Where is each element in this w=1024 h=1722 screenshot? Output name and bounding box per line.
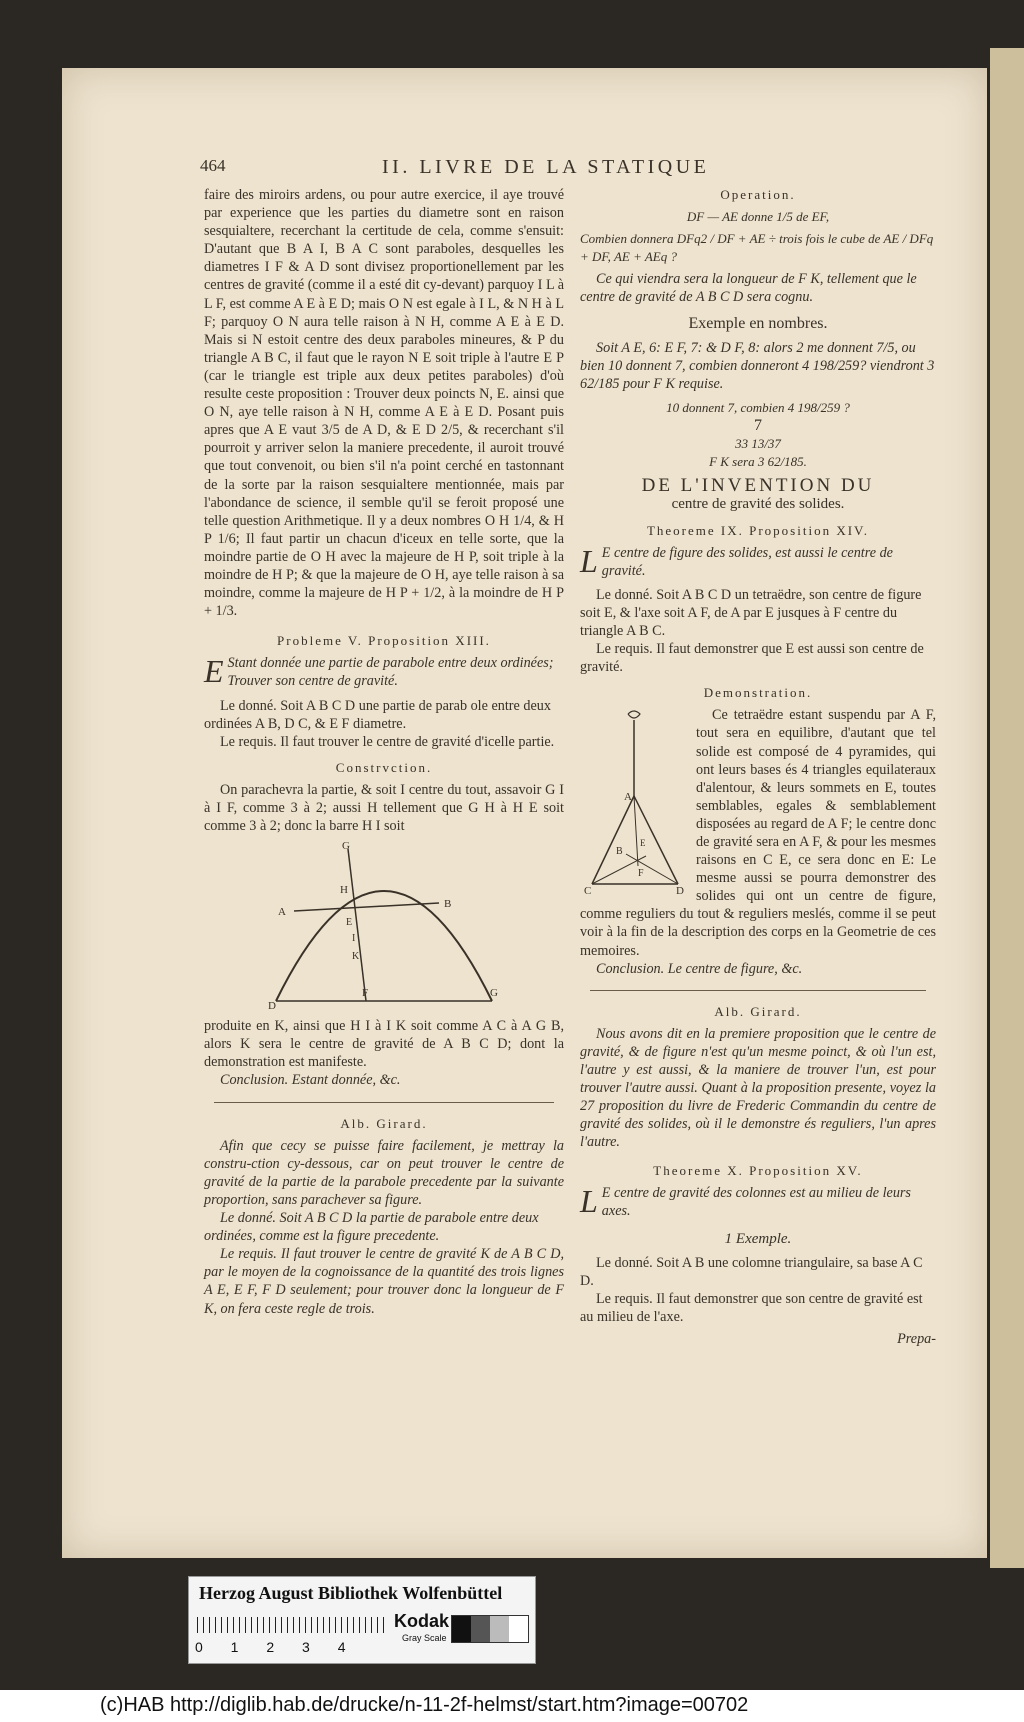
right-column xyxy=(580,186,936,1348)
th9-donne: Le donné. Soit A B C D un tetraëdre, son centre de figure soit E, & l'axe soit A F, de A par E jusques à F centre du triangle A B C. xyxy=(580,586,922,639)
exemple-1-heading: 1 Exemple. xyxy=(724,1230,792,1247)
example-heading: Exemple en nombres. xyxy=(688,314,828,332)
girard2-heading: Alb. Girard. xyxy=(714,1003,802,1019)
ex1-donne: Le donné. Soit A B une colomne triangulaire, sa base A C D. xyxy=(580,1254,923,1289)
parabola-curve xyxy=(276,891,492,1001)
label-f: F xyxy=(638,868,644,880)
calc-line-3: 33 13/37 xyxy=(735,436,781,452)
footer-bar xyxy=(0,1690,1024,1722)
divider xyxy=(590,990,926,991)
invention-subheading: centre de gravité des solides. xyxy=(671,496,845,513)
calc-line-2: 7 xyxy=(754,417,762,435)
color-scale-card xyxy=(188,1576,536,1664)
probleme-statement xyxy=(204,654,564,690)
label-e: E xyxy=(640,838,646,849)
label-a: A xyxy=(624,791,632,804)
gray-swatch xyxy=(451,1615,529,1643)
label-a: A xyxy=(278,906,286,919)
theoreme-10-statement xyxy=(580,1184,936,1220)
theoreme-9-text: E centre de figure des solides, est aussi le centre de gravité. xyxy=(601,544,893,579)
theoreme-10-heading: Theoreme X. Proposition XV. xyxy=(653,1162,863,1178)
library-name: Herzog August Bibliothek Wolfenbüttel xyxy=(199,1583,503,1603)
girard-requis: Le requis. Il faut trouver le centre de gravité K de A B C D, par le moyen de la cognoissance de la quantité des trois lignes A E, E F, F D seulement; pour trouver donc la longueur de F K, on fera ceste regle de trois. xyxy=(204,1246,564,1317)
ex1-requis: Le requis. Il faut demonstrer que son centre de gravité est au milieu de l'axe. xyxy=(580,1291,923,1326)
ordinate-line xyxy=(294,903,439,911)
theoreme-10-text: E centre de gravité des colonnes est au milieu de leurs axes. xyxy=(601,1184,911,1219)
label-c: C xyxy=(584,885,592,897)
page-number: 464 xyxy=(200,156,226,175)
kodak-logo: Kodak xyxy=(394,1611,450,1631)
axis-af xyxy=(634,796,638,866)
label-f: F xyxy=(362,987,369,1000)
ruler-ticks: 0 1 2 3 4 xyxy=(195,1639,346,1655)
operation-line-1: DF — AE donne 1/5 de EF, xyxy=(686,209,830,225)
catchword: Prepa- xyxy=(897,1331,936,1348)
operation-line-3: Ce qui viendra sera la longueur de F K, tellement que le centre de gravité de A B C D sera cognu. xyxy=(580,271,917,306)
requis-text: Le requis. Il faut trouver le centre de gravité d'icelle partie. xyxy=(220,733,555,750)
divider xyxy=(214,1102,554,1103)
demo-conclusion: Conclusion. Le centre de figure, &c. xyxy=(596,960,803,977)
girard-donne: Le donné. Soit A B C D la partie de parabole entre deux ordinées, comme est la figure precedente. xyxy=(204,1210,539,1245)
parabola-figure xyxy=(254,841,514,1011)
after-figure-text: produite en K, ainsi que H I à I K soit comme A C à A G B, alors K sera le centre de gravité de A B C D; dont la demonstration est manifeste. xyxy=(204,1018,564,1071)
construction-heading: Constrvction. xyxy=(335,759,433,775)
label-k: K xyxy=(352,951,360,963)
label-g: G xyxy=(342,841,350,853)
label-c: G xyxy=(490,987,498,1000)
dropcap: L xyxy=(580,1182,598,1219)
theoreme-9-statement xyxy=(580,544,936,580)
donne-text: Le donné. Soit A B C D une partie de parab ole entre deux ordinées A B, D C, & E F diametre. xyxy=(204,697,551,732)
operation-line-2: Combien donnera DFq2 / DF + AE ÷ trois fois le cube de AE / DFq + DF, AE + AEq ? xyxy=(580,231,934,265)
label-i: I xyxy=(352,933,356,945)
construction-text: On parachevra la partie, & soit I centre du tout, assavoir G I à I F, comme 3 à 2; aussi H tellement que G H à H E soit comme 3 à 2; donc la barre H I soit xyxy=(204,781,564,835)
demonstration-block xyxy=(580,706,936,959)
girard2-text: Nous avons dit en la premiere proposition que le centre de gravité, & de figure n'est qu'un mesme poinct, & où l'un est, l'autre y est aussi, & la maniere de trouver l'un, est pour trouver l'autre aussi. Quant à la proposition presente, voyez la 27 proposition du livre de Frederic Commandin du centre de gravité des solides, où il le demonstre és reguliers, l'un apres l'autre. xyxy=(580,1025,936,1151)
probleme-text: Stant donnée une partie de parabole entre deux ordinées; Trouver son centre de gravité. xyxy=(227,655,554,690)
tetrahedron-figure xyxy=(580,706,690,896)
footer-url: (c)HAB http://diglib.hab.de/drucke/n-11-2f-helmst/start.htm?image=00702 xyxy=(100,1694,749,1716)
label-e: E xyxy=(346,917,353,929)
dropcap: E xyxy=(204,653,224,690)
label-d: D xyxy=(676,885,684,897)
left-column xyxy=(204,186,564,1318)
operation-heading: Operation. xyxy=(720,187,796,202)
hand-icon xyxy=(628,711,640,718)
label-b: B xyxy=(616,846,623,858)
running-title: II. LIVRE DE LA STATIQUE xyxy=(382,156,710,178)
gray-scale-label: Gray Scale xyxy=(402,1633,447,1643)
th9-requis: Le requis. Il faut demonstrer que E est aussi son centre de gravité. xyxy=(580,641,924,676)
next-page-edge xyxy=(990,48,1024,1568)
label-h: H xyxy=(340,884,348,897)
probleme-heading: Probleme V. Proposition XIII. xyxy=(277,633,491,649)
calc-line-1: 10 donnent 7, combien 4 198/259 ? xyxy=(666,399,850,415)
demonstration-heading: Demonstration. xyxy=(703,685,813,701)
ruler xyxy=(197,1617,387,1633)
label-b: B xyxy=(444,898,452,911)
conclusion-text: Conclusion. Estant donnée, &c. xyxy=(220,1072,401,1089)
calc-line-4: F K sera 3 62/185. xyxy=(709,454,807,470)
dropcap: L xyxy=(580,542,598,579)
example-text: Soit A E, 6: E F, 7: & D F, 8: alors 2 me donnent 7/5, ou bien 10 donnent 7, combien donneront 4 198/259? viendront 3 62/185 pour F K requise. xyxy=(580,339,935,392)
girard-heading: Alb. Girard. xyxy=(340,1115,428,1131)
label-d: D xyxy=(268,1000,276,1012)
theoreme-9-heading: Theoreme IX. Proposition XIV. xyxy=(646,522,870,538)
edge-ac xyxy=(592,796,634,884)
left-para-1: faire des miroirs ardens, ou pour autre exercice, il aye trouvé par experience que les parties du diametre sont en raison sesquialtere, recerchant la certitude de cela, comme s'ensuit: D'autant que B A I, B A C sont paraboles, desquelles les diametres I F & A D sont divisez proportionellement par les centres de gravité (comme il a esté dit cy-devant) parquoy I L à L F, est comme A E à E D; mais O N est egale à I L, & N H à L F; parquoy O N aura telle raison à N H, comme A E à E D. Mais si N estoit centre des deux paraboles mineures, & P du triangle A B C, il faut que le rayon N E soit triple à l'autre E P (car le triangle est triple aux deux petites paraboles) d'où resulte ceste proposition : Trouver deux poincts N, E. ainsi que O N, aye telle raison à N H, comme A E à E D. Posant puis apres que A E vaut 3/5 de A D, & E D 2/5, & recerchant s'il pourroit y arriver selon la maniere precedente, il auroit trouvé que tout convenoit, ou bien s'il n'a point cerché en tastonnant de la sorte par la raison sesquialtere mentionnée, mais par l'abondance de science, il semble qu'il se feroit proposé une telle question Arithmetique. Il y a deux nombres O H 1/4, & H P 1/6; Il faut partir un chacun d'iceux en telle sorte, que la moindre partie de O H avec la majeure de H P, soit triple à la moindre de H P; & que la majeure de O H, aye telle raison à sa moindre, comme la majeure de H P + 1/2, à la moindre de H P + 1/3. xyxy=(204,187,564,620)
demonstration-text: Ce tetraëdre estant suspendu par A F, tout sera en equilibre, d'autant que tel solide est composé de 4 pyramides, qui ont leurs bases és 4 triangles equilateraux d'alentour, & leurs sommets en E, toutes semblables, egales & semblablement disposées au regard de A F; le centre donc de gravité sera en A F, & pour les mesmes raisons en C E, ce sera donc en E: Le mesme aussi se pourra demonstrer des solides qui ont un centre de figure, comme reguliers du tout & reguliers meslés, comme il se peut voir à la fin de la description des corps en la Geometrie de ces memoires. xyxy=(580,707,936,959)
girard-text: Afin que cecy se puisse faire facilement, je mettray la constru-ction cy-dessous, car on peut trouver le centre de gravité de la partie de la parabole precedente par la suivante proportion, sans parachever sa figure. xyxy=(204,1137,564,1208)
invention-heading: DE L'INVENTION DU xyxy=(641,475,875,497)
